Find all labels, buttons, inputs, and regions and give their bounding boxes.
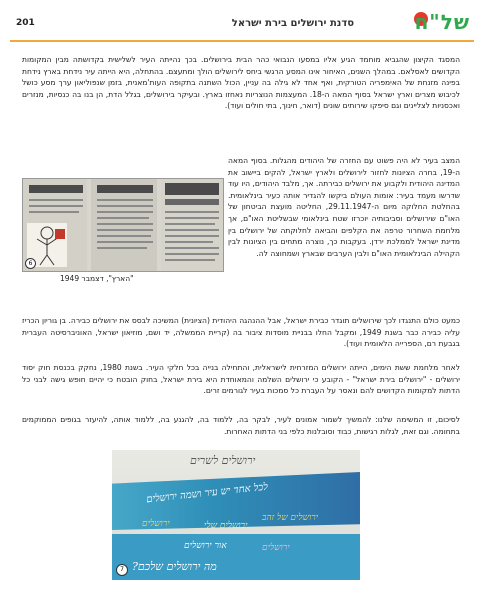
graffiti-text: ירושלים של זהב [262,513,319,523]
paragraph-1: המסגד הקיצון שהגביא מוחמד הגיע אליו במסעו הנבואי כהר הבית בירושלים. בכך נהייתה העיר לשלישית בקדושתה מבין המקומות הקדושים לאסלאם. במהלך השנים, האיחור אינו המסע הרגשי ביחס לירושלים הולך ומתעצם. בהתחלה, היא הייתה עיר נידחת בארץ נידחת בפינה מזנחת של האימפריה הטורקית, ואף אחד לא גילה בה עניין, הכול השתנה בתקופה העות'מאנית, בזמן שנפוליאון ערך מסע כושל לכיבוש מצרים וארץ ישראל בסוף המאה ה-18. המעצמות הנוצריות נאחזו בארץ. ובעיקר בירושלים, בגלל הדת, הן בנו בה כנסיות, מנזרים ואכסניות לצליינים וגם סיפקו שירותים שונים (דואר, חינוך, בתי חולים ועוד). [22,55,461,111]
graffiti-text: מה ירושלים שלכם? [132,560,217,573]
graffiti-text: אור ירושלים [184,541,227,551]
shelach-logo [400,8,472,42]
paragraph-3: כמעט כולם התנגדו לכך שירושלים תוגדר כבירת ישראל, אבל ההנהגה היהודית (הציונית) המשיכה לבסס את ירושלים כבירה. בן גוריון הכריז עליה כבירה כבר בשנת 1949, ומקבל החלו בבניית מוסדות ציבור בה (קריית הממשלה, יד ושם, מוזיאון ישראל, האוניברסיטה העברית בגבעת רם, הספרייה הלאומית ועוד). [22,316,461,349]
graffiti-text: ירושלים שלי [204,521,248,531]
header-divider [10,40,474,42]
paragraph-4: לאחר מלחמת ששת הימים, הייתה ירושלים המזרחית לישראלית, והתחילה בנייה בכל חלקי העיר. בשנת 1980, נחקק בכנסת חוק יסוד ירושלים - "ירושלים בירת ישראל" - הקובע כי ירושלים השלמה והמאוחדת היא בירת ישראל, בחוק הובטח כי יהיים חופש גישה לבני כל הדתות למקומות הקדושים להם ונאסר על העברת כל סמכות בעיר לגורמים זרים. [22,363,460,396]
graffiti-image [112,450,360,580]
graffiti-number-badge: 7 [116,564,128,576]
newspaper-photo [22,178,224,272]
graffiti-bottom-band [112,534,360,580]
photo-number-badge: 6 [25,258,36,269]
photo-caption: "הארץ", דצמבר 1949 [60,274,134,283]
graffiti-text: לכל אחד יש עיר ושמה ירושלים [145,481,269,506]
logo-text: של"ח [414,10,470,34]
graffiti-text: ירושלים [262,543,290,553]
page-number: 201 [16,18,35,28]
paragraph-2: המצב בעיר לא היה פשוט עם החזרה של היהודים מהגלות. בסוף המאה ה-19, בחרה הציונות לחזור לירושלים ולארץ ישראל, להקים ביישוב את המדינה היהודית ולקבוע את ירושלים כבירתה. אך, מלבד היהודים, היו עוד שדרשו מעמד בעיר: אומות העולם ביקשו להגדיר אותה כעיר בינלאומית. בהחלטת החלוקה מיום ה-29.11.1947, החליטה מועצת הביטחון של האו"ם שירושלים וסביבותיה יוכרזו שטח בינלאומי שבשליטת האו"ם, אך מלחמת השחרור טרפה את הקלפים והביאה לחלוקתה של ירושלים בין מדינת ישראל לממלכת ירדן. בעקבות כך, נוצרה מתחים בין הציונות לבין הקהילה הבינלאומית האו"ם ולבין הערבים שבארץ ושמחוצה לה. [228,156,460,258]
graffiti-text: ירושלים לשרים [190,454,256,467]
paragraph-5: לסיכום, זו המשימה שלנו: להמשיך לשמור אמונים לעיר, לבקר בה, ללמוד בה, להגנע בה, ללמוד אותה, להיעזר בגופים הממוקמים בתחומה. וגם זאת, לגלות רגישות, כבוד וסובלנות כלפי בני הדתות האחרות. [22,415,460,436]
graffiti-text: ירושלים [142,519,170,529]
header-title: סדנת ירושלים בירת ישראל [231,18,354,29]
page-header [10,8,474,48]
